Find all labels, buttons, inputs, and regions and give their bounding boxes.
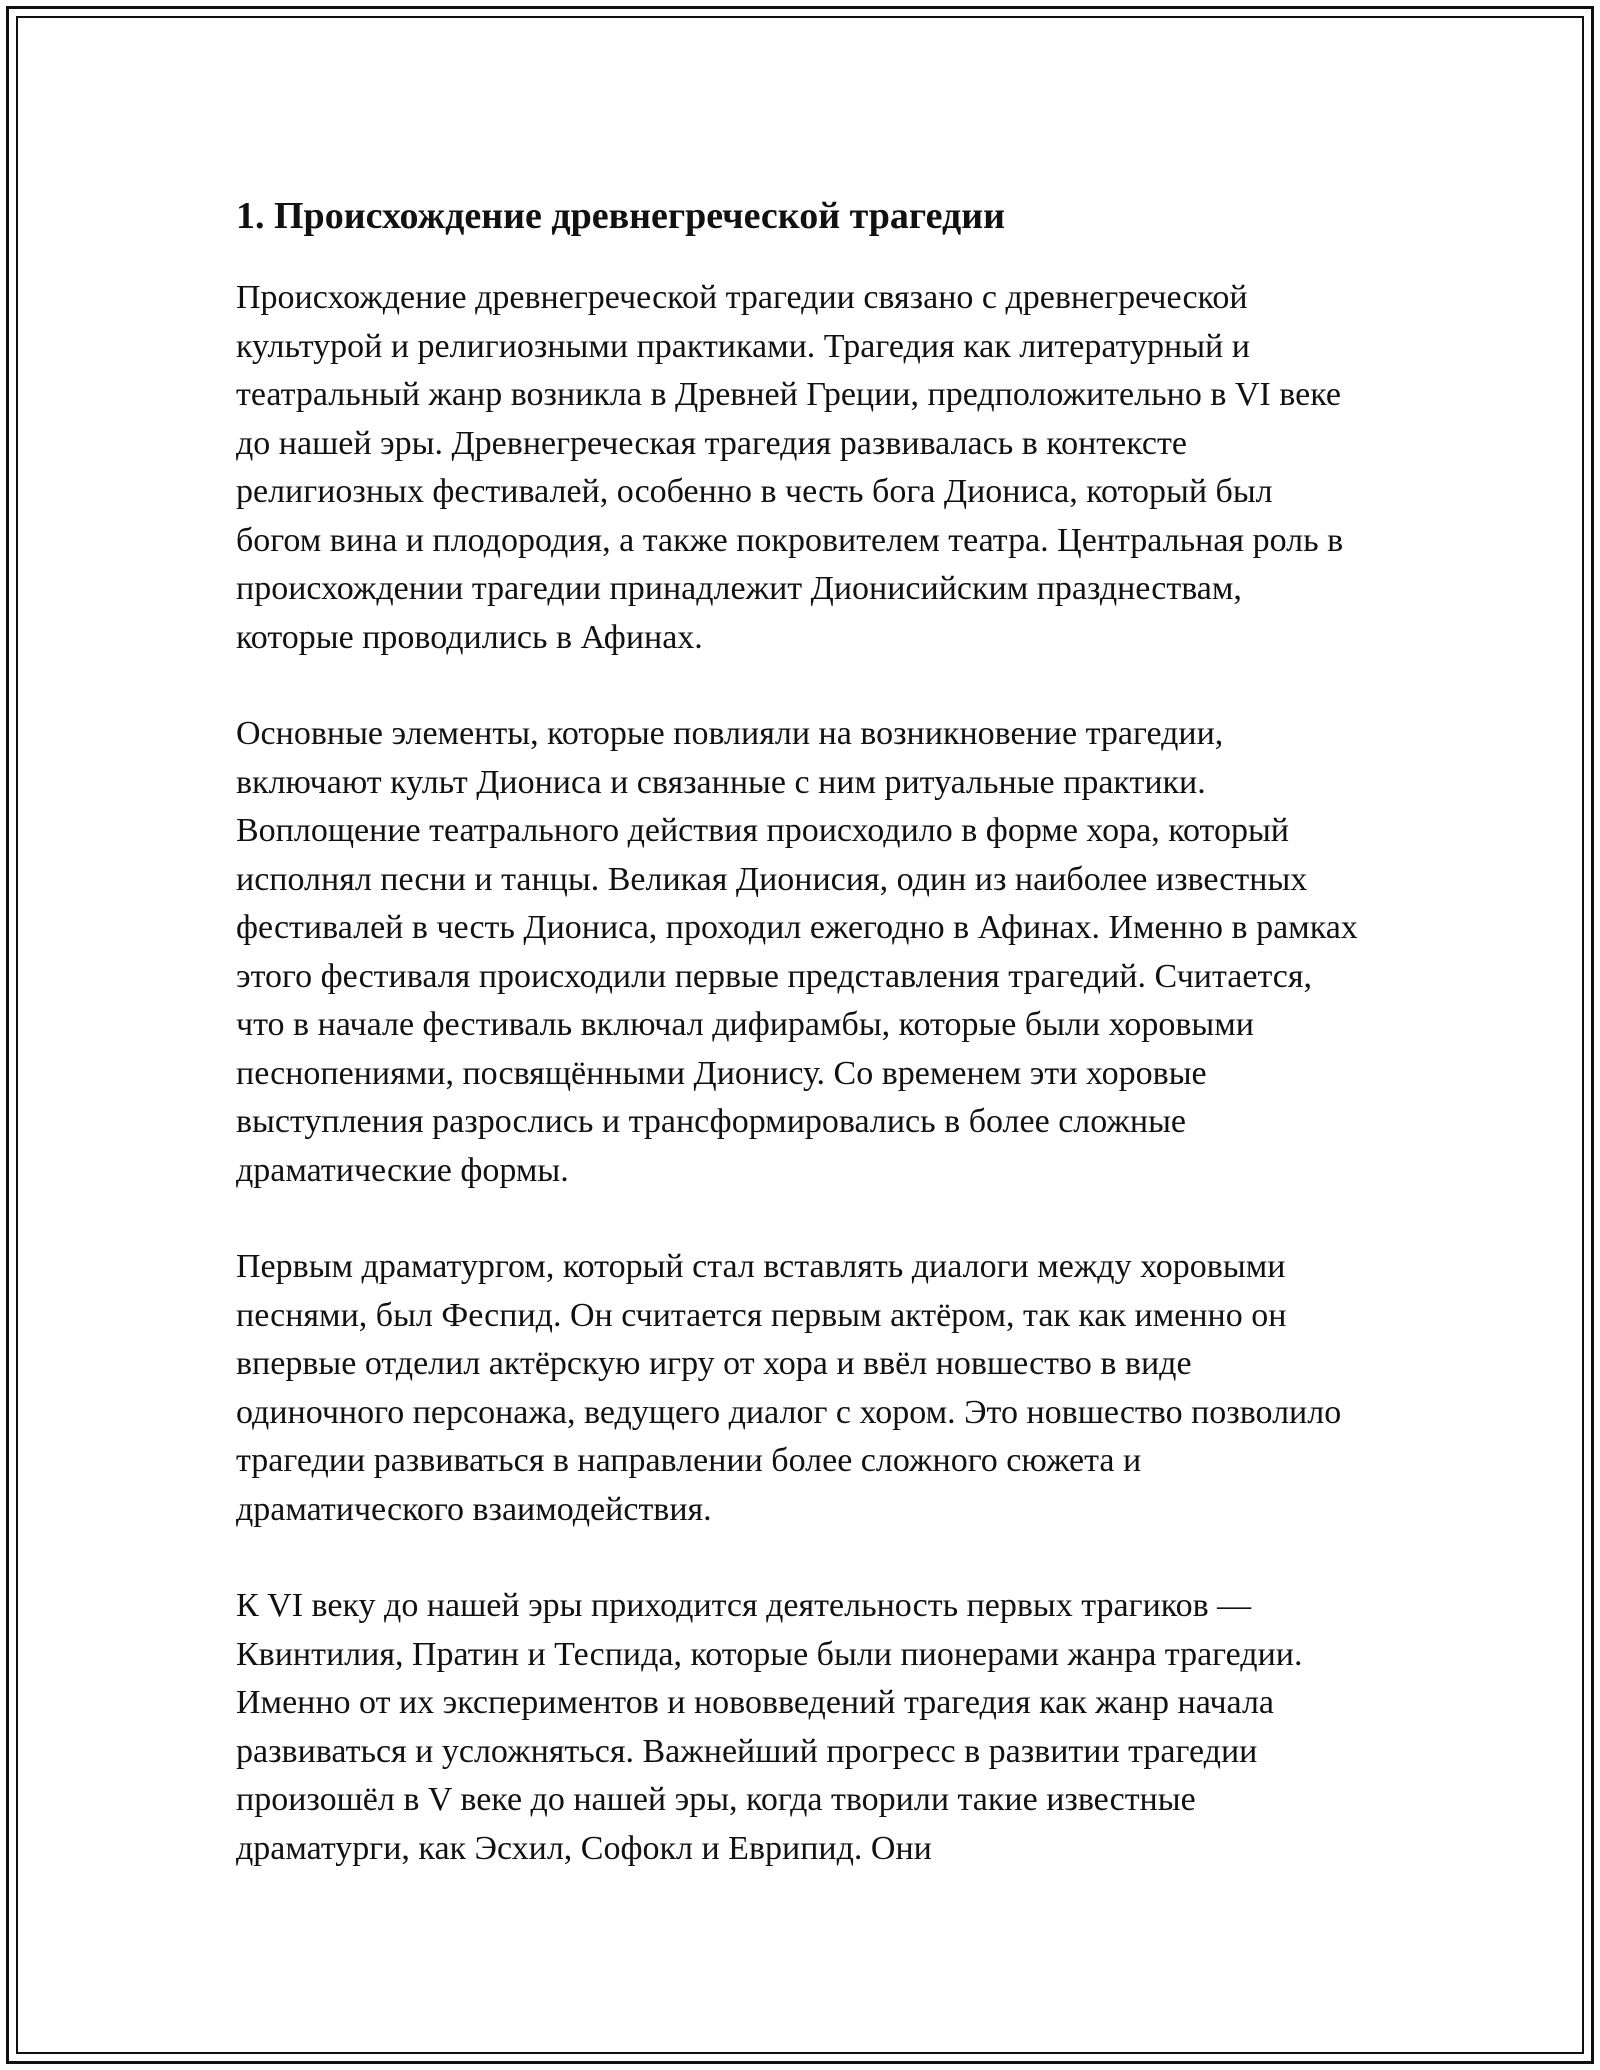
- paragraph-dionysian-elements: Основные элементы, которые повлияли на возникновение трагедии, включают культ Диониса и связанные с ним ритуальные практики. Воплощение театрального действия происходило в форме хора, который исполнял песни и танцы. Великая Дионисия, один из наиболее известных фестивалей в честь Диониса, проходил ежегодно в Афинах. Именно в рамках этого фестиваля происходили первые представления трагедий. Считается, что в начале фестиваль включал дифирамбы, которые были хоровыми песнопениями, посвящёнными Дионису. Со временем эти хоровые выступления разрослись и трансформировались в более сложные драматические формы.: [236, 715, 1358, 1189]
- paragraph-thespis: Первым драматургом, который стал вставлять диалоги между хоровыми песнями, был Феспид. Он считается первым актёром, так как именно он впервые отделил актёрскую игру от хора и ввёл новшество в виде одиночного персонажа, ведущего диалог с хором. Это новшество позволило трагедии развиваться в направлении более сложного сюжета и драматического взаимодействия.: [236, 1248, 1342, 1528]
- paragraph-early-tragedians: К VI веку до нашей эры приходится деятельность первых трагиков — Квинтилия, Пратин и Теспида, которые были пионерами жанра трагедии. Именно от их экспериментов и нововведений трагедия как жанр начала развиваться и усложняться. Важнейший прогресс в развитии трагедии произошёл в V веке до нашей эры, когда творили такие известные драматурги, как Эсхил, Софокл и Еврипид. Они: [236, 1587, 1303, 1867]
- paragraph-origin-overview: Происхождение древнегреческой трагедии связано с древнегреческой культурой и религиозными практиками. Трагедия как литературный и театральный жанр возникла в Древней Греции, предположительно в VI веке до нашей эры. Древнегреческая трагедия развивалась в контексте религиозных фестивалей, особенно в честь бога Диониса, который был богом вина и плодородия, а также покровителем театра. Центральная роль в происхождении трагедии принадлежит Дионисийским празднествам, которые проводились в Афинах.: [236, 279, 1344, 656]
- document-body: [236, 188, 1366, 1921]
- section-heading: 1. Происхождение древнегреческой трагедии: [236, 195, 1005, 237]
